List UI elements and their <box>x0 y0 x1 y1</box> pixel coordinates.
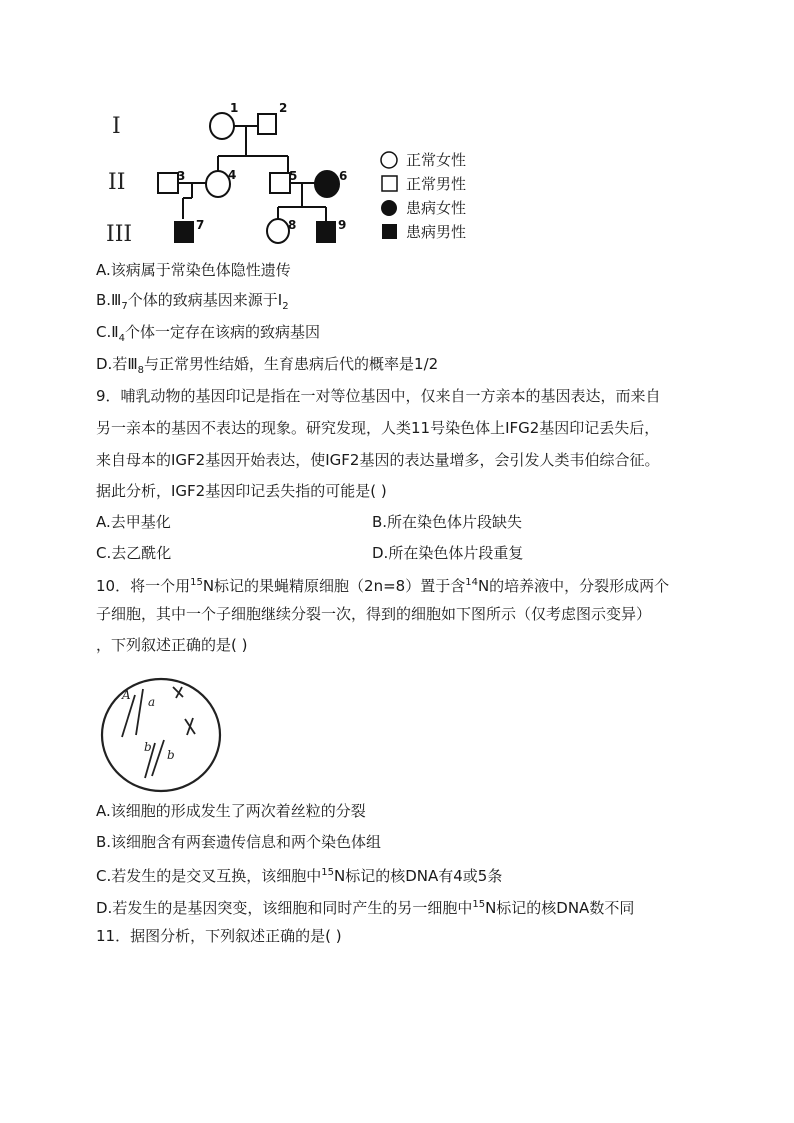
q10-stem-line-3: ，下列叙述正确的是( ) <box>96 636 248 654</box>
individual-4-normal-female <box>206 171 230 197</box>
legend-affected-female: 患病女性 <box>380 198 466 218</box>
gene-label-A: A <box>122 688 131 702</box>
q8-option-b: $B.Ⅲ_7$个体的致病基因来源于$I_2$ <box>96 291 289 312</box>
q8-option-a: A.该病属于常染色体隐性遗传 <box>96 261 291 279</box>
gene-label-b-1: b <box>144 740 152 754</box>
q9-stem-line-1: 9．哺乳动物的基因印记是指在一对等位基因中，仅来自一方亲本的基因表达，而来自 <box>96 387 661 405</box>
cell-membrane <box>102 679 220 791</box>
individual-1-normal-female <box>210 113 234 139</box>
q10-stem-line-2: 子细胞，其中一个子细胞继续分裂一次，得到的细胞如下图所示（仅考虑图示变异） <box>96 605 652 623</box>
q9-option-c: C.去乙酰化 <box>96 544 172 562</box>
q10-option-c: C.若发生的是交叉互换，该细胞中$^{15}$N标记的核DNA有4或5条 <box>96 867 503 885</box>
q8-option-c: $C.Ⅱ_4$个体一定存在该病的致病基因 <box>96 323 321 344</box>
individual-3-normal-male <box>158 173 178 193</box>
generation-label-3: III <box>106 222 133 247</box>
individual-8-normal-female <box>267 219 289 243</box>
chromosome-a-2 <box>136 689 143 735</box>
q9-stem-line-2: 另一亲本的基因不表达的现象。研究发现，人类11号染色体上IFG2基因印记丢失后， <box>96 419 660 437</box>
gene-label-b-2: b <box>167 748 175 762</box>
label-2: 2 <box>279 101 288 115</box>
q10-option-b: B.该细胞含有两套遗传信息和两个染色体组 <box>96 833 382 851</box>
q10-option-d: D.若发生的是基因突变，该细胞和同时产生的另一细胞中$^{15}$N标记的核DNA数不同 <box>96 899 635 917</box>
label-4: 4 <box>228 168 237 182</box>
q9-option-a: A.去甲基化 <box>96 513 171 531</box>
individual-6-affected-female <box>315 171 339 197</box>
label-9: 9 <box>338 218 347 232</box>
individual-2-normal-male <box>258 114 276 134</box>
generation-label-2: II <box>108 170 126 195</box>
cell-division-figure <box>98 675 228 795</box>
chromosome-x-2 <box>187 718 193 735</box>
gene-label-a: a <box>148 695 156 709</box>
q9-option-b: B.所在染色体片段缺失 <box>372 513 523 531</box>
q9-option-d: D.所在染色体片段重复 <box>372 544 524 562</box>
label-8: 8 <box>288 218 297 232</box>
legend-affected-male: 患病男性 <box>380 222 466 242</box>
q9-stem-line-4: 据此分析，IGF2基因印记丢失指的可能是( ) <box>96 482 387 500</box>
label-1: 1 <box>230 101 239 115</box>
individual-9-affected-male <box>317 222 335 242</box>
pedigree-chart <box>140 95 370 255</box>
label-6: 6 <box>339 169 348 183</box>
legend-normal-male: 正常男性 <box>380 174 466 194</box>
q11-stem: 11．据图分析，下列叙述正确的是( ) <box>96 927 342 945</box>
q8-option-d: D.若$Ⅲ_8$与正常男性结婚，生育患病后代的概率是1/2 <box>96 355 439 376</box>
q9-stem-line-3: 来自母本的IGF2基因开始表达，使IGF2基因的表达量增多，会引发人类韦伯综合征。 <box>96 451 660 469</box>
individual-7-affected-male <box>175 222 193 242</box>
label-3: 3 <box>177 169 186 183</box>
label-5: 5 <box>289 169 298 183</box>
q10-option-a: A.该细胞的形成发生了两次着丝粒的分裂 <box>96 802 366 820</box>
label-7: 7 <box>196 218 205 232</box>
individual-5-normal-male <box>270 173 290 193</box>
generation-label-1: I <box>112 114 121 139</box>
q10-stem-line-1: 10．将一个用$^{15}$N标记的果蝇精原细胞（2n=8）置于含$^{14}$N的培养液中，分裂形成两个 <box>96 577 670 595</box>
legend-normal-female: 正常女性 <box>380 150 466 170</box>
